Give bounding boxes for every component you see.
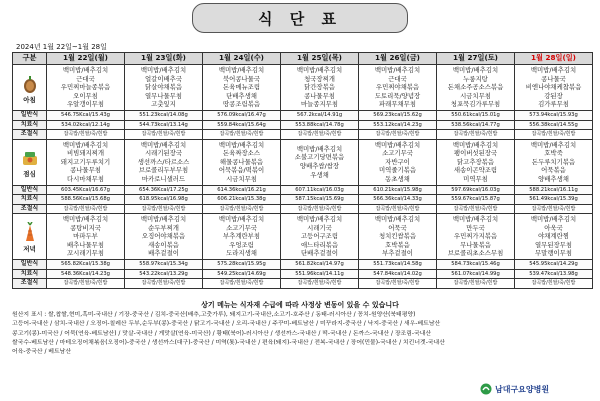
- menu-item: 고등어구조림: [300, 232, 339, 241]
- renal-value: 559.84kcal/15.64g: [203, 120, 281, 130]
- lunch-menu-cell: [203, 139, 281, 185]
- header-corner: 구분: [13, 53, 47, 65]
- page-title: 식 단 표: [258, 9, 342, 28]
- menu-item: 마카로니샐러드: [141, 174, 186, 183]
- menu-item: 비빔돼지찌개: [66, 149, 105, 158]
- control-value: 잡곡밥/흰쌀/죽/흰밥: [359, 130, 437, 140]
- renal-value: 548.36Kcal/14.23g: [47, 269, 125, 279]
- menu-item: 백미밥/배추김치: [452, 215, 499, 224]
- dinner-general-row: [13, 260, 593, 270]
- breakfast-control-row: [13, 130, 593, 140]
- menu-item: 백미밥/배추김치: [296, 144, 343, 153]
- general-value: 551.23kcal/14.08g: [125, 111, 203, 121]
- menu-item: 아욱국: [544, 223, 563, 232]
- menu-item: 백미밥/배추김치: [140, 215, 187, 224]
- menu-item: 콩나물국: [541, 74, 566, 83]
- renal-value: 588.56Kcal/15.68g: [47, 195, 125, 205]
- menu-item: 백미밥/배추김치: [62, 215, 109, 224]
- menu-item: 야채계란찜: [538, 232, 569, 241]
- menu-item: 닭살야채볶음: [144, 83, 183, 92]
- menu-item: 북어콩나물국: [222, 74, 261, 83]
- dinner-menu-cell: [359, 214, 437, 260]
- general-value: 545.95kcal/14.29g: [515, 260, 593, 270]
- lunch-label-cell: [13, 139, 47, 185]
- menu-item: 새송이볶음: [148, 240, 179, 249]
- menu-item: 우생채: [310, 170, 329, 179]
- menu-item: 근대국: [388, 74, 407, 83]
- menu-item: 배추겉절이: [148, 249, 179, 258]
- control-value: 잡곡밥/흰쌀/죽/흰밥: [437, 279, 515, 289]
- menu-item: 양배추쌈/쌈장: [299, 162, 340, 170]
- breakfast-label-cell: [13, 65, 47, 111]
- general-value: 576.09kcal/16.47g: [203, 111, 281, 121]
- control-value: 잡곡밥/흰쌀/죽/흰밥: [47, 130, 125, 140]
- renal-value: 556.38kcal/14.55g: [515, 120, 593, 130]
- menu-item: 콩탕비지국: [70, 223, 101, 232]
- menu-item: 배추나물무침: [66, 240, 105, 249]
- header-day: 1월 28일(일): [515, 53, 593, 65]
- menu-item: 생선까스/타르소스: [137, 157, 190, 166]
- general-label: 일반식: [13, 111, 47, 121]
- breakfast-menu-cell: [515, 65, 593, 111]
- menu-item: 양배추생채: [538, 174, 569, 183]
- menu-item: 우민찌마늘종볶음: [60, 83, 111, 92]
- lunch-control-row: [13, 204, 593, 214]
- notice-text: 상기 메뉴는 식자재 수급에 따라 사정상 변동이 있을 수 있습니다: [201, 301, 399, 309]
- renal-value: 539.47kcal/13.98g: [515, 269, 593, 279]
- lunch-menu-cell: [515, 139, 593, 185]
- menu-item: 호박볶음: [385, 240, 410, 249]
- renal-value: 553.88kcal/14.78g: [281, 120, 359, 130]
- breakfast-label: 아침: [23, 95, 36, 104]
- menu-item: 열무나물무침: [144, 91, 183, 100]
- menu-item: 소고기무국: [226, 223, 257, 232]
- renal-value: 618.95kcal/16.98g: [125, 195, 203, 205]
- menu-item: 청국장찌개: [304, 74, 335, 83]
- menu-item: 미역무침: [463, 174, 488, 183]
- control-value: 잡곡밥/흰쌀/죽/흰밥: [125, 204, 203, 214]
- dinner-label-cell: [13, 214, 47, 260]
- dinner-menu-cell: [125, 214, 203, 260]
- control-value: 잡곡밥/흰쌀/죽/흰밥: [437, 204, 515, 214]
- menu-item: 백미밥/배추김치: [374, 140, 421, 149]
- general-value: 551.73kcal/14.58g: [359, 260, 437, 270]
- dinner-menu-cell: [281, 214, 359, 260]
- menu-item: 백미밥/배추김치: [530, 215, 577, 224]
- period-text: 2024년 1월 22일~1월 28일: [16, 43, 107, 51]
- origin-line: 쌀국수-베트남산 / 마테오징어채볶음(오징어)-중국산 / 생선까스(대구)-중국산 / 미역(톳)-국내산 / 편육(돼지)-국내산 / 전복-국내산 / 장어(민물)-국내산 / 치킨너겟-국내산: [12, 339, 445, 346]
- renal-value: 549.25kcal/14.69g: [203, 269, 281, 279]
- menu-item: 시금치무침: [226, 174, 257, 183]
- control-value: 잡곡밥/흰쌀/죽/흰밥: [125, 279, 203, 289]
- renal-value: 566.36kcal/14.33g: [359, 195, 437, 205]
- menu-item: 백미밥/배추김치: [296, 66, 343, 75]
- general-value: 567.2kcal/14.91g: [281, 111, 359, 121]
- general-value: 550.61kcal/15.01g: [437, 111, 515, 121]
- menu-item: 시래기국: [307, 223, 332, 232]
- header-day: 1월 27일(토): [437, 53, 515, 65]
- breakfast-menu-cell: [203, 65, 281, 111]
- renal-value: 538.56kcal/14.77g: [437, 120, 515, 130]
- renal-value: 559.67kcal/15.87g: [437, 195, 515, 205]
- menu-item: 청포묵김가루무침: [450, 100, 501, 109]
- lunch-menu-cell: [359, 139, 437, 185]
- header-day: 1월 26일(금): [359, 53, 437, 65]
- menu-item: 소고기무국: [382, 149, 413, 158]
- menu-item: 우엉조림: [229, 240, 254, 249]
- menu-item: 도토리묵/양념장: [374, 91, 421, 100]
- control-value: 잡곡밥/흰쌀/죽/흰밥: [515, 279, 593, 289]
- menu-item: 해물콩나물볶음: [219, 157, 264, 166]
- dinner-icon: [19, 222, 41, 244]
- menu-item: 백미밥/배추김치: [452, 66, 499, 75]
- lunch-dish-row: [13, 139, 593, 185]
- menu-item: 콩나물무침: [304, 91, 335, 100]
- renal-value: 544.73kcal/13.14g: [125, 120, 203, 130]
- general-label: 일반식: [13, 260, 47, 270]
- lunch-renal-row: [13, 195, 593, 205]
- menu-item: 우민찌야채볶음: [375, 83, 420, 92]
- general-value: 588.21kcal/16.11g: [515, 185, 593, 195]
- breakfast-renal-row: [13, 120, 593, 130]
- menu-table: [12, 52, 593, 289]
- dinner-dish-row: [13, 214, 593, 260]
- dinner-menu-cell: [47, 214, 125, 260]
- menu-item: 누룽지탕: [463, 74, 488, 83]
- hospital-name: 남대구요양병원: [495, 384, 550, 394]
- breakfast-menu-cell: [281, 65, 359, 111]
- dinner-menu-cell: [437, 214, 515, 260]
- menu-item: 김가루무침: [538, 100, 569, 109]
- general-value: 573.94kcal/15.93g: [515, 111, 593, 121]
- menu-item: 오이무침: [73, 91, 98, 100]
- control-value: 잡곡밥/흰쌀/죽/흰밥: [125, 130, 203, 140]
- general-value: 546.75Kcal/15.43g: [47, 111, 125, 121]
- general-value: 607.11kcal/16.03g: [281, 185, 359, 195]
- lunch-menu-cell: [47, 139, 125, 185]
- control-value: 잡곡밥/흰쌀/죽/흰밥: [515, 204, 593, 214]
- menu-item: 마늘종지무침: [300, 100, 339, 109]
- general-value: 558.97kcal/15.34g: [125, 260, 203, 270]
- menu-item: 도라지생채: [226, 249, 257, 258]
- general-label: 일반식: [13, 185, 47, 195]
- menu-item: 브로콜리두부무침: [138, 166, 189, 175]
- menu-item: 강된장: [544, 91, 563, 100]
- renal-value: 534.02kcal/12.14g: [47, 120, 125, 130]
- dinner-renal-row: [13, 269, 593, 279]
- general-value: 565.82Kcal/15.38g: [47, 260, 125, 270]
- menu-item: 비엔나야채케찹볶음: [525, 83, 582, 92]
- menu-item: 우민찌가지볶음: [453, 232, 498, 241]
- control-label: 조절식: [13, 204, 47, 214]
- menu-item: 어묵볶음: [541, 166, 566, 175]
- dinner-menu-cell: [515, 214, 593, 260]
- breakfast-menu-cell: [437, 65, 515, 111]
- menu-item: 돈두루치기볶음: [531, 157, 576, 166]
- menu-item: 오징어야채볶음: [141, 232, 186, 241]
- breakfast-menu-cell: [125, 65, 203, 111]
- menu-item: 부추계란부침: [222, 232, 261, 241]
- menu-item: 청치킨쌈볶음: [378, 232, 417, 241]
- general-value: 614.36kcal/16.21g: [203, 185, 281, 195]
- general-value: 597.69kcal/16.03g: [437, 185, 515, 195]
- renal-value: 553.12kcal/14.23g: [359, 120, 437, 130]
- control-value: 잡곡밥/흰쌀/죽/흰밥: [359, 204, 437, 214]
- menu-item: 백미밥/배추김치: [218, 66, 265, 75]
- header-day: 1월 24일(수): [203, 53, 281, 65]
- control-value: 잡곡밥/흰쌀/죽/흰밥: [47, 204, 125, 214]
- dinner-label: 저녁: [23, 244, 36, 253]
- menu-item: 돈채소주공소스볶음: [447, 83, 504, 92]
- menu-item: 근대국: [76, 74, 95, 83]
- menu-item: 자반구이: [385, 157, 410, 166]
- renal-label: 치료식: [13, 269, 47, 279]
- control-label: 조절식: [13, 279, 47, 289]
- menu-item: 돈육메뉴조림: [222, 83, 261, 92]
- menu-item: 땅콩조림볶음: [222, 100, 261, 109]
- breakfast-dish-row: [13, 65, 593, 111]
- menu-item: 열무된장무침: [534, 240, 573, 249]
- menu-item: 팽이버섯된장국: [453, 149, 498, 158]
- origin-info: [12, 311, 592, 357]
- menu-item: 백미밥/배추김치: [218, 215, 265, 224]
- lunch-label: 점심: [23, 170, 36, 179]
- renal-label: 치료식: [13, 120, 47, 130]
- menu-item: 닭고추장볶음: [456, 157, 495, 166]
- menu-item: 시래기된장국: [144, 149, 183, 158]
- header-day: 1월 23일(화): [125, 53, 203, 65]
- lunch-menu-cell: [437, 139, 515, 185]
- menu-item: 단배추겉절이: [300, 249, 339, 258]
- lunch-menu-cell: [281, 139, 359, 185]
- menu-item: 백미밥/배추김치: [140, 140, 187, 149]
- control-value: 잡곡밥/흰쌀/죽/흰밥: [437, 130, 515, 140]
- hospital-logo-icon: [480, 383, 492, 395]
- menu-item: 백미밥/배추김치: [452, 140, 499, 149]
- renal-value: 561.07kcal/14.99g: [437, 269, 515, 279]
- menu-item: 얼갈이배추국: [144, 74, 183, 83]
- renal-value: 606.21kcal/15.38g: [203, 195, 281, 205]
- renal-value: 551.96kcal/14.11g: [281, 269, 359, 279]
- menu-item: 고춧잎지: [151, 100, 176, 109]
- lunch-general-row: [13, 185, 593, 195]
- dinner-control-row: [13, 279, 593, 289]
- control-value: 잡곡밥/흰쌀/죽/흰밥: [203, 130, 281, 140]
- menu-item: 무나물볶음: [460, 240, 491, 249]
- origin-line: 콩고기(콩)-미국산 / 어묵(연육-베트남산) / 맛살-국내산 / 게맛살(연육-미국산) / 황태(북어)-러시아산 / 생선까스-국내산 / 떡-국내산 / 돈까스-국내산 / 장조림-국내산: [12, 330, 432, 337]
- control-value: 잡곡밥/흰쌀/죽/흰밥: [203, 279, 281, 289]
- menu-item: 콩나물무침: [70, 166, 101, 175]
- breakfast-menu-cell: [359, 65, 437, 111]
- menu-item: 브로콜리초소스무침: [447, 249, 504, 258]
- renal-value: 543.22kcal/13.29g: [125, 269, 203, 279]
- control-value: 잡곡밥/흰쌀/죽/흰밥: [281, 279, 359, 289]
- menu-item: 동초생채: [385, 174, 410, 183]
- header-day: 1월 25일(목): [281, 53, 359, 65]
- menu-item: 백미밥/배추김치: [530, 66, 577, 75]
- control-value: 잡곡밥/흰쌀/죽/흰밥: [203, 204, 281, 214]
- control-value: 잡곡밥/흰쌀/죽/흰밥: [281, 130, 359, 140]
- menu-item: 새송이곤약조림: [453, 166, 498, 175]
- breakfast-menu-cell: [47, 65, 125, 111]
- general-value: 654.36Kcal/17.25g: [125, 185, 203, 195]
- lunch-menu-cell: [125, 139, 203, 185]
- general-value: 561.82kcal/14.97g: [281, 260, 359, 270]
- control-value: 잡곡밥/흰쌀/죽/흰밥: [281, 204, 359, 214]
- renal-value: 587.15kcal/15.69g: [281, 195, 359, 205]
- menu-item: 파래무채무침: [378, 100, 417, 109]
- lunch-icon: [19, 147, 41, 169]
- menu-item: 만두국: [466, 223, 485, 232]
- general-value: 610.21kcal/15.98g: [359, 185, 437, 195]
- dinner-menu-cell: [203, 214, 281, 260]
- renal-value: 561.49kcal/15.39g: [515, 195, 593, 205]
- title-box: [192, 3, 408, 33]
- general-value: 569.23kcal/15.62g: [359, 111, 437, 121]
- menu-item: 미역줄기볶음: [378, 166, 417, 175]
- origin-line: 원산지 표시 : 쌀,찹쌀,현미,흑미-국내산 / 기장-중국산 / 김치-중국산(배추,고춧가루), 돼지고기-국내산,소고기-호주산 / 동태-러시아산 / 꽁치-원양산(북태평양): [12, 312, 416, 318]
- menu-item: 돈육짜장소스: [222, 149, 261, 158]
- header-day: 1월 22일(월): [47, 53, 125, 65]
- menu-item: 닭간장볶음: [304, 83, 335, 92]
- menu-item: 우알갱이무침: [66, 100, 105, 109]
- menu-item: 돼지고기두루치기: [60, 157, 111, 166]
- menu-item: 어묵볶음/떡볶이: [218, 166, 265, 175]
- menu-item: 마파두부: [73, 232, 98, 241]
- menu-item: 부추겉절이: [382, 249, 413, 258]
- control-value: 잡곡밥/흰쌀/죽/흰밥: [359, 279, 437, 289]
- menu-item: 백미밥/배추김치: [374, 215, 421, 224]
- menu-item: 시금치무침: [460, 91, 491, 100]
- menu-item: 소불고기당면볶음: [294, 153, 345, 162]
- breakfast-icon: [19, 73, 41, 95]
- control-label: 조절식: [13, 130, 47, 140]
- menu-item: 꼬시래기무침: [66, 249, 105, 258]
- menu-item: 무말랭이무침: [534, 249, 573, 258]
- menu-item: 어묵국: [388, 223, 407, 232]
- general-value: 575.28kcal/15.95g: [203, 260, 281, 270]
- menu-item: 백미밥/배추김치: [530, 140, 577, 149]
- general-value: 603.45Kcal/16.67g: [47, 185, 125, 195]
- control-value: 잡곡밥/흰쌀/죽/흰밥: [47, 279, 125, 289]
- menu-item: 호박죽: [544, 149, 563, 158]
- breakfast-general-row: [13, 111, 593, 121]
- hospital-brand: [480, 383, 549, 395]
- menu-item: 백미밥/배추김치: [140, 66, 187, 75]
- origin-line: 고등어-국내산 / 삼치-국내산 / 오징어-칠레산 두부,순두부(콩)-중국산 / 닭고기-국내산 / 오리-국내산 / 주꾸미-베트남산 / 미꾸라지-중국산 / 낙지-중국산 / 새우-베트남산: [12, 321, 441, 328]
- renal-value: 547.84kcal/14.02g: [359, 269, 437, 279]
- origin-line: 어육-중국산 / 베트남산: [12, 349, 72, 356]
- menu-item: 순두부찌개: [148, 223, 179, 232]
- renal-label: 치료식: [13, 195, 47, 205]
- menu-item: 백미밥/배추김치: [62, 140, 109, 149]
- menu-item: 단배추생채: [226, 91, 257, 100]
- header-row: [13, 53, 593, 65]
- control-value: 잡곡밥/흰쌀/죽/흰밥: [515, 130, 593, 140]
- menu-item: 애느타리볶음: [300, 240, 339, 249]
- menu-item: 백미밥/배추김치: [296, 215, 343, 224]
- menu-item: 다시마채무침: [66, 174, 105, 183]
- menu-item: 백미밥/배추김치: [218, 140, 265, 149]
- menu-item: 백미밥/배추김치: [374, 66, 421, 75]
- menu-item: 백미밥/배추김치: [62, 66, 109, 75]
- general-value: 584.73kcal/15.46g: [437, 260, 515, 270]
